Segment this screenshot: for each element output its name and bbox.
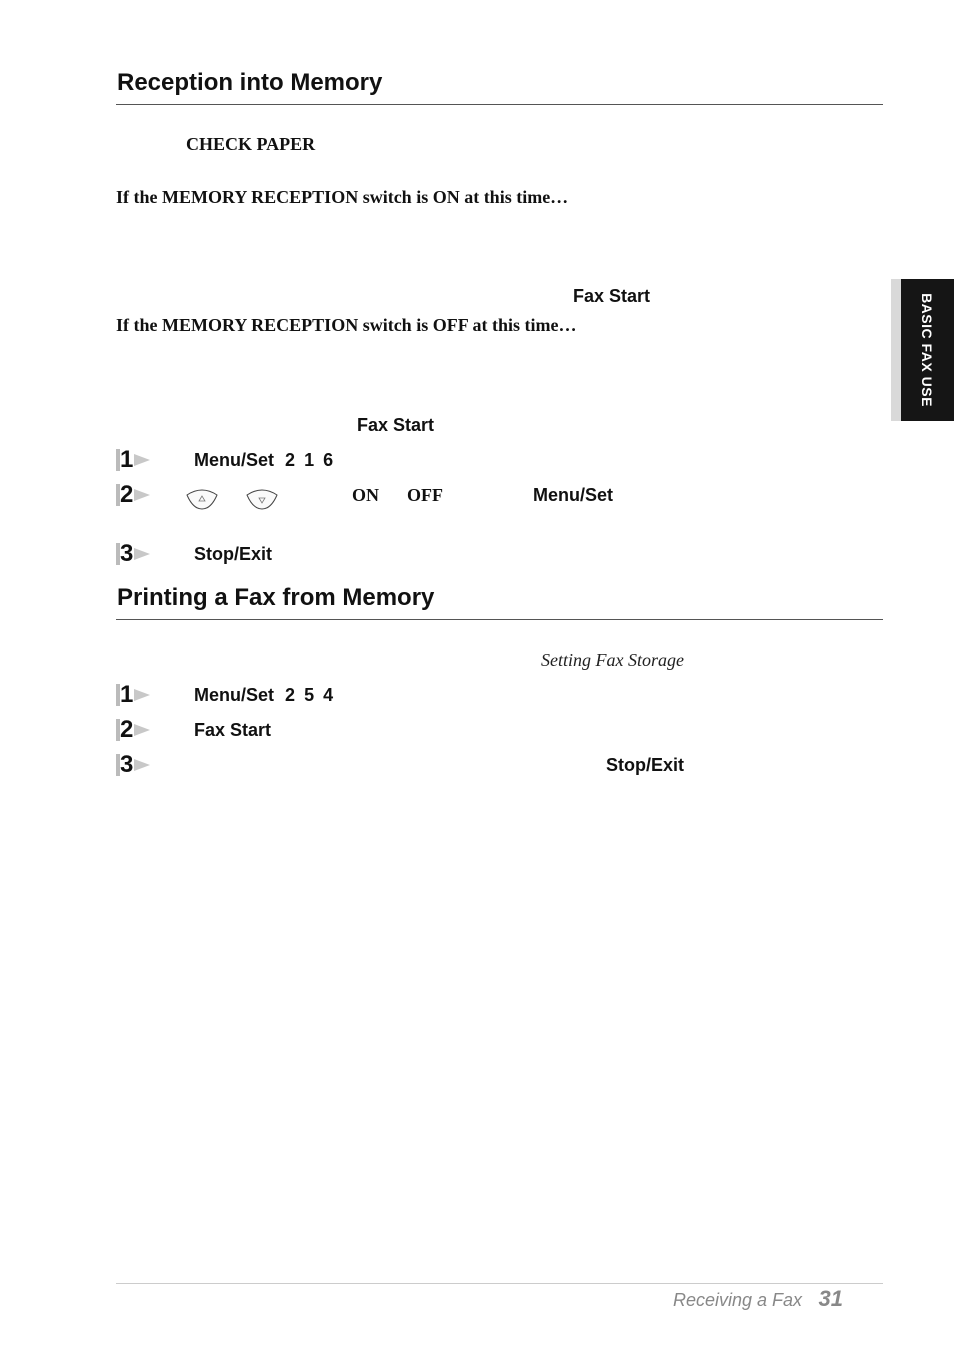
- footer-chapter-label: Receiving a Fax: [673, 1290, 803, 1310]
- step-marker-3: [116, 540, 156, 567]
- step-arrow-icon: [134, 689, 150, 701]
- on-option-label: ON: [352, 485, 379, 505]
- step-arrow-icon: [134, 759, 150, 771]
- key-digit: 2: [285, 450, 296, 470]
- footer: [673, 1286, 843, 1312]
- key-digit: 1: [304, 450, 315, 470]
- cross-reference-setting-fax-storage: Setting Fax Storage: [541, 650, 684, 670]
- memory-off-heading: If the MEMORY RECEPTION switch is OFF at this time…: [116, 315, 577, 335]
- stop-exit-key-label: Stop/Exit: [194, 544, 273, 564]
- step-marker-2: [116, 716, 156, 743]
- step-1-instruction: [194, 450, 333, 471]
- fax-start-key-label: Fax Start: [357, 415, 435, 435]
- step-marker-1: [116, 681, 156, 708]
- stop-exit-key-label: Stop/Exit: [606, 755, 685, 775]
- step-marker-1: [116, 446, 156, 473]
- key-digit: 5: [304, 685, 315, 705]
- step-arrow-icon: [134, 724, 150, 736]
- step-1-instruction: [194, 685, 333, 706]
- key-digit: 6: [323, 450, 334, 470]
- key-digit: 4: [323, 685, 334, 705]
- step-number: 2: [120, 481, 134, 508]
- fax-start-key-label: Fax Start: [194, 720, 272, 740]
- side-tab-label: BASIC FAX USE: [919, 293, 935, 407]
- off-option-label: OFF: [407, 485, 443, 505]
- up-arrow-key-icon: [185, 487, 219, 511]
- step-arrow-icon: [134, 548, 150, 560]
- step-marker-2: [116, 481, 156, 508]
- check-paper-label: CHECK PAPER: [186, 134, 316, 154]
- step-marker-3: [116, 751, 156, 778]
- menu-set-key-label: Menu/Set: [533, 485, 614, 505]
- step-number: 3: [120, 751, 134, 778]
- step-arrow-icon: [134, 489, 150, 501]
- menu-set-key-label: Menu/Set: [194, 450, 275, 470]
- step-number: 1: [120, 446, 134, 473]
- section-divider: [116, 619, 883, 620]
- fax-start-key-label: Fax Start: [573, 286, 651, 306]
- step-arrow-icon: [134, 454, 150, 466]
- step-number: 3: [120, 540, 134, 567]
- step-number: 2: [120, 716, 134, 743]
- key-digit: 2: [285, 685, 296, 705]
- memory-on-heading: If the MEMORY RECEPTION switch is ON at this time…: [116, 187, 569, 207]
- menu-set-key-label: Menu/Set: [194, 685, 275, 705]
- section-title-printing-fax-from-memory: Printing a Fax from Memory: [117, 584, 435, 611]
- page-number: 31: [818, 1286, 843, 1311]
- step-number: 1: [120, 681, 134, 708]
- section-divider: [116, 104, 883, 105]
- footer-divider: [116, 1283, 883, 1284]
- section-title-reception-into-memory: Reception into Memory: [117, 69, 383, 96]
- down-arrow-key-icon: [245, 487, 279, 511]
